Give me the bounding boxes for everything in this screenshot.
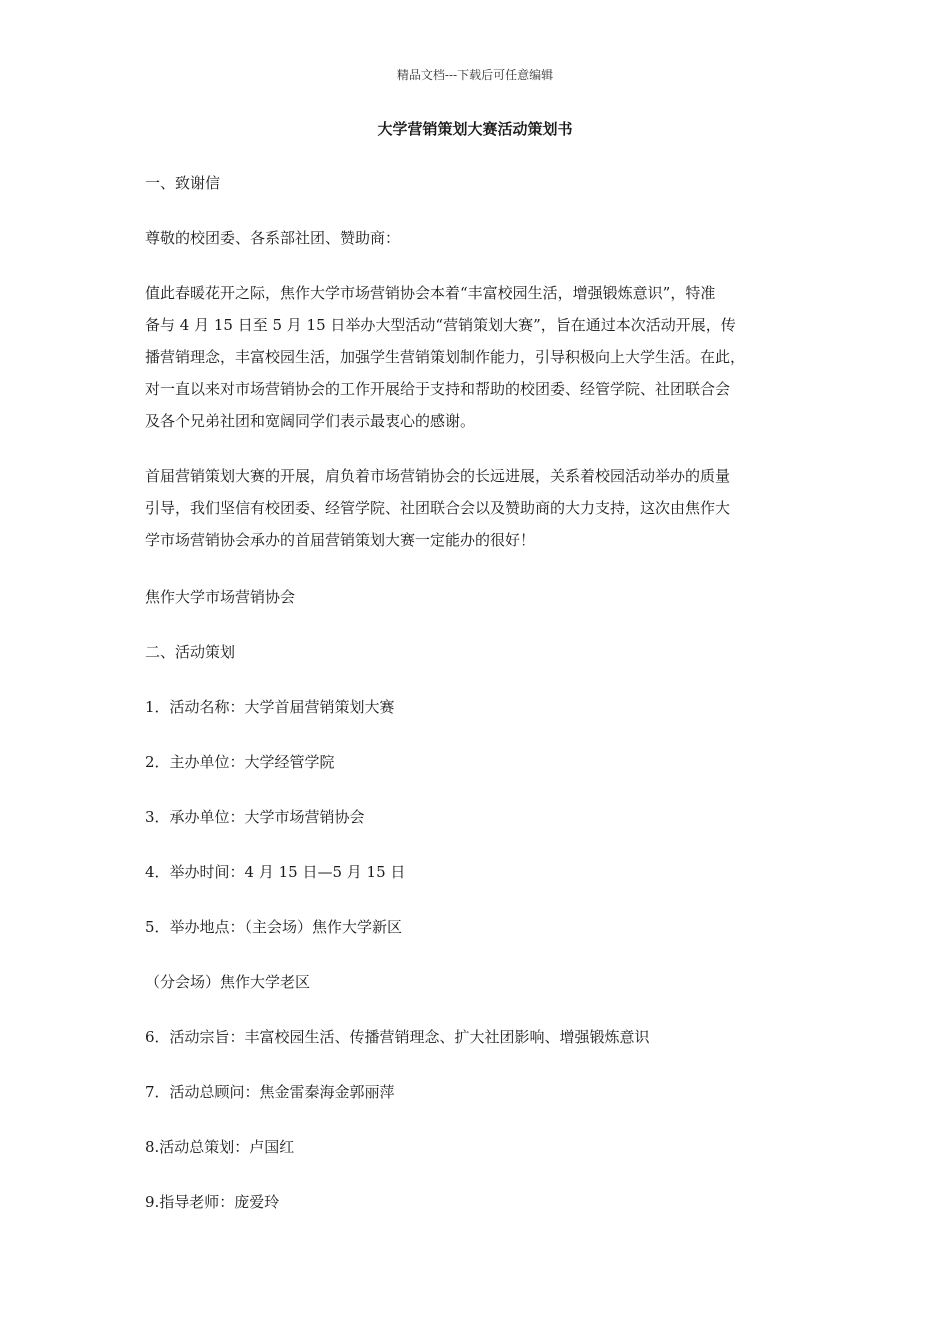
document-title: 大学营销策划大赛活动策划书 (377, 120, 573, 138)
section-heading-plan: 二、活动策划 (145, 643, 236, 661)
paragraph1-line: 值此春暖花开之际，焦作大学市场营销协会本着“丰富校园生活，增强锻炼意识”，特准 (145, 284, 716, 302)
plan-item: 1．活动名称：大学首届营销策划大赛 (145, 698, 395, 716)
plan-item: 3．承办单位：大学市场营销协会 (145, 808, 365, 826)
page-header: 精品文档---下载后可任意编辑 (396, 68, 554, 82)
paragraph1-line: 播营销理念，丰富校园生活，加强学生营销策划制作能力，引导积极向上大学生活。在此， (145, 348, 746, 366)
plan-item: 4．举办时间：4 月 15 日—5 月 15 日 (145, 863, 406, 881)
paragraph1-line: 及各个兄弟社团和宽阔同学们表示最衷心的感谢。 (145, 412, 476, 430)
plan-item: 6．活动宗旨：丰富校园生活、传播营销理念、扩大社团影响、增强锻炼意识 (145, 1028, 650, 1046)
plan-item: 2．主办单位：大学经管学院 (145, 753, 335, 771)
paragraph2-line: 首届营销策划大赛的开展，肩负着市场营销协会的长远进展，关系着校园活动举办的质量 (145, 467, 731, 485)
plan-item: 9.指导老师：庞爱玲 (145, 1193, 280, 1211)
section-heading-thanks: 一、致谢信 (145, 174, 221, 192)
paragraph2-line: 学市场营销协会承办的首届营销策划大赛一定能办的很好！ (145, 531, 536, 549)
paragraph1-line: 对一直以来对市场营销协会的工作开展给于支持和帮助的校团委、经管学院、社团联合会 (145, 380, 731, 398)
signature: 焦作大学市场营销协会 (145, 588, 296, 606)
salutation: 尊敬的校团委、各系部社团、赞助商： (145, 229, 401, 247)
plan-item: 7．活动总顾问：焦金雷秦海金郭丽萍 (145, 1083, 395, 1101)
plan-item: 5．举办地点：（主会场）焦作大学新区 (145, 918, 403, 936)
paragraph2-line: 引导，我们坚信有校团委、经管学院、社团联合会以及赞助商的大力支持，这次由焦作大 (145, 499, 731, 517)
plan-item: 8.活动总策划：卢国红 (145, 1138, 295, 1156)
paragraph1-line: 备与 4 月 15 日至 5 月 15 日举办大型活动“营销策划大赛”，旨在通过本次活动开展，传 (145, 316, 736, 334)
plan-item: （分会场）焦作大学老区 (145, 973, 311, 991)
